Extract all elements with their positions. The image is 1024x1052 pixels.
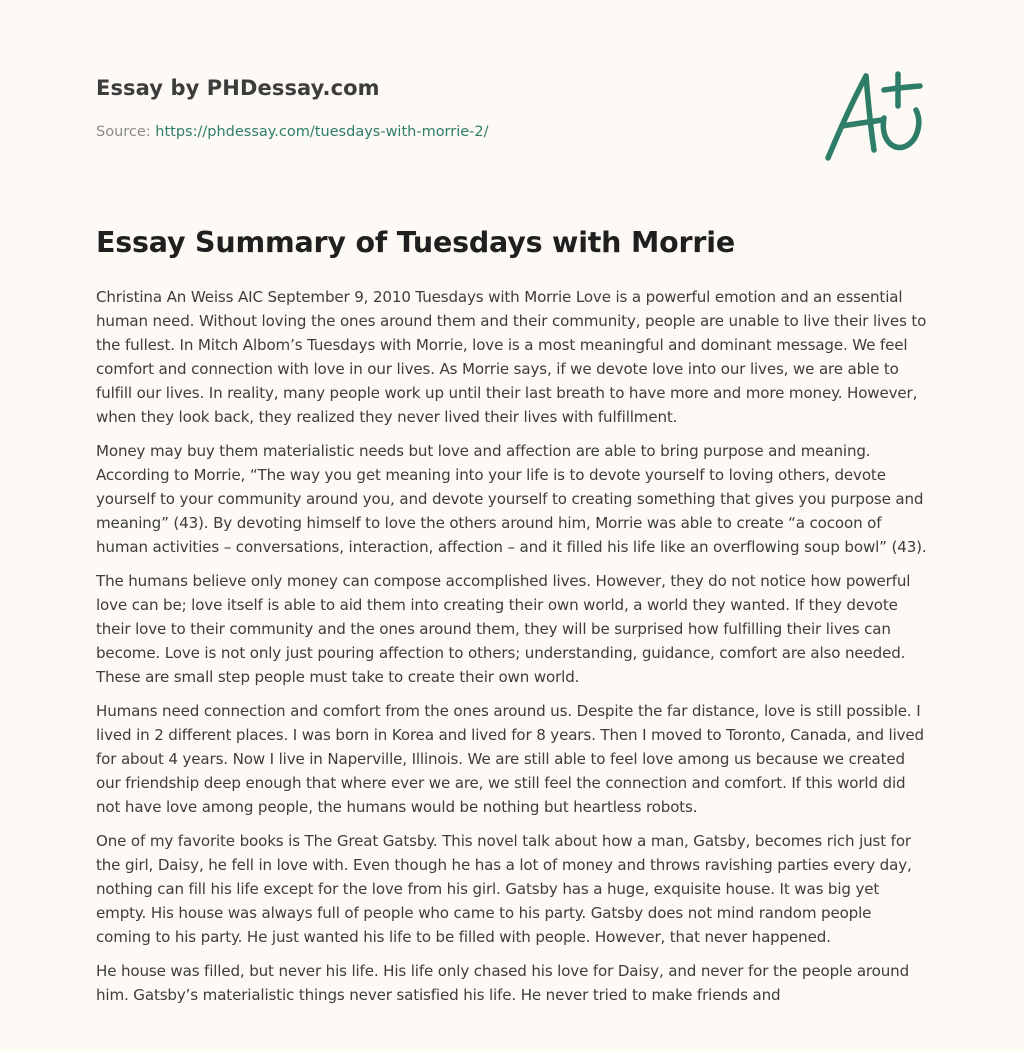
source-line: [96, 124, 489, 140]
essay-paragraph: Humans need connection and comfort from the ones around us. Despite the far distance, love is still possible. I lived in 2 different places. I was born in Korea and lived for 8 years. Then I moved to Toronto, Canada, and lived for about 4 years. Now I live in Naperville, Illinois. We are still able to feel love among us because we created our friendship deep enough that where ever we are, we still feel the connection and comfort. If this world did not have love among people, the humans would be nothing but heartless robots.: [96, 702, 924, 816]
essay-paragraph: He house was filled, but never his life. His life only chased his love for Daisy, and never for the people around him. Gatsby’s materialistic things never satisfied his life. He never tried to make friends and: [96, 962, 910, 1004]
site-title: Essay by PHDessay.com: [96, 76, 380, 100]
essay-paragraph: The humans believe only money can compose accomplished lives. However, they do not notice how powerful love can be; love itself is able to aid them into creating their own world, a world they wanted. If they devote their love to their community and the ones around them, they will be surprised how fulfilling their lives can become. Love is not only just pouring affection to others; understanding, guidance, comfort are also needed. These are small step people must take to create their own world.: [96, 572, 911, 686]
essay-paragraph: Money may buy them materialistic needs but love and affection are able to bring purpose and meaning. According to Morrie, “The way you get meaning into your life is to devote yourself to loving others, devote yourself to your community around you, and devote yourself to creating something that gives you purpose and meaning” (43). By devoting himself to love the others around him, Morrie was able to create “a cocoon of human activities – conversations, interaction, affection – and it filled his life like an overflowing soup bowl” (43).: [96, 442, 927, 556]
essay-body: [96, 285, 928, 1017]
a-plus-logo-icon: [818, 66, 928, 166]
essay-paragraph: Christina An Weiss AIC September 9, 2010 Tuesdays with Morrie Love is a powerful emotion and an essential human need. Without loving the ones around them and their community, people are unable to live their lives to the fullest. In Mitch Albom’s Tuesdays with Morrie, love is a most meaningful and dominant message. We feel comfort and connection with love in our lives. As Morrie says, if we devote love into our lives, we are able to fulfill our lives. In reality, many people work up until their last breath to have more and more money. However, when they look back, they realized they never lived their lives with fulfillment.: [96, 288, 927, 426]
essay-title: Essay Summary of Tuesdays with Morrie: [96, 226, 735, 259]
source-label: Source:: [96, 124, 151, 140]
essay-paragraph: One of my favorite books is The Great Gatsby. This novel talk about how a man, Gatsby, becomes rich just for the girl, Daisy, he fell in love with. Even though he has a lot of money and throws ravishing parties every day, nothing can fill his life except for the love from his girl. Gatsby has a huge, exquisite house. It was big yet empty. His house was always full of people who came to his party. Gatsby does not mind random people coming to his party. He just wanted his life to be filled with people. However, that never happened.: [96, 832, 912, 946]
source-link[interactable]: https://phdessay.com/tuesdays-with-morrie-2/: [155, 124, 489, 140]
